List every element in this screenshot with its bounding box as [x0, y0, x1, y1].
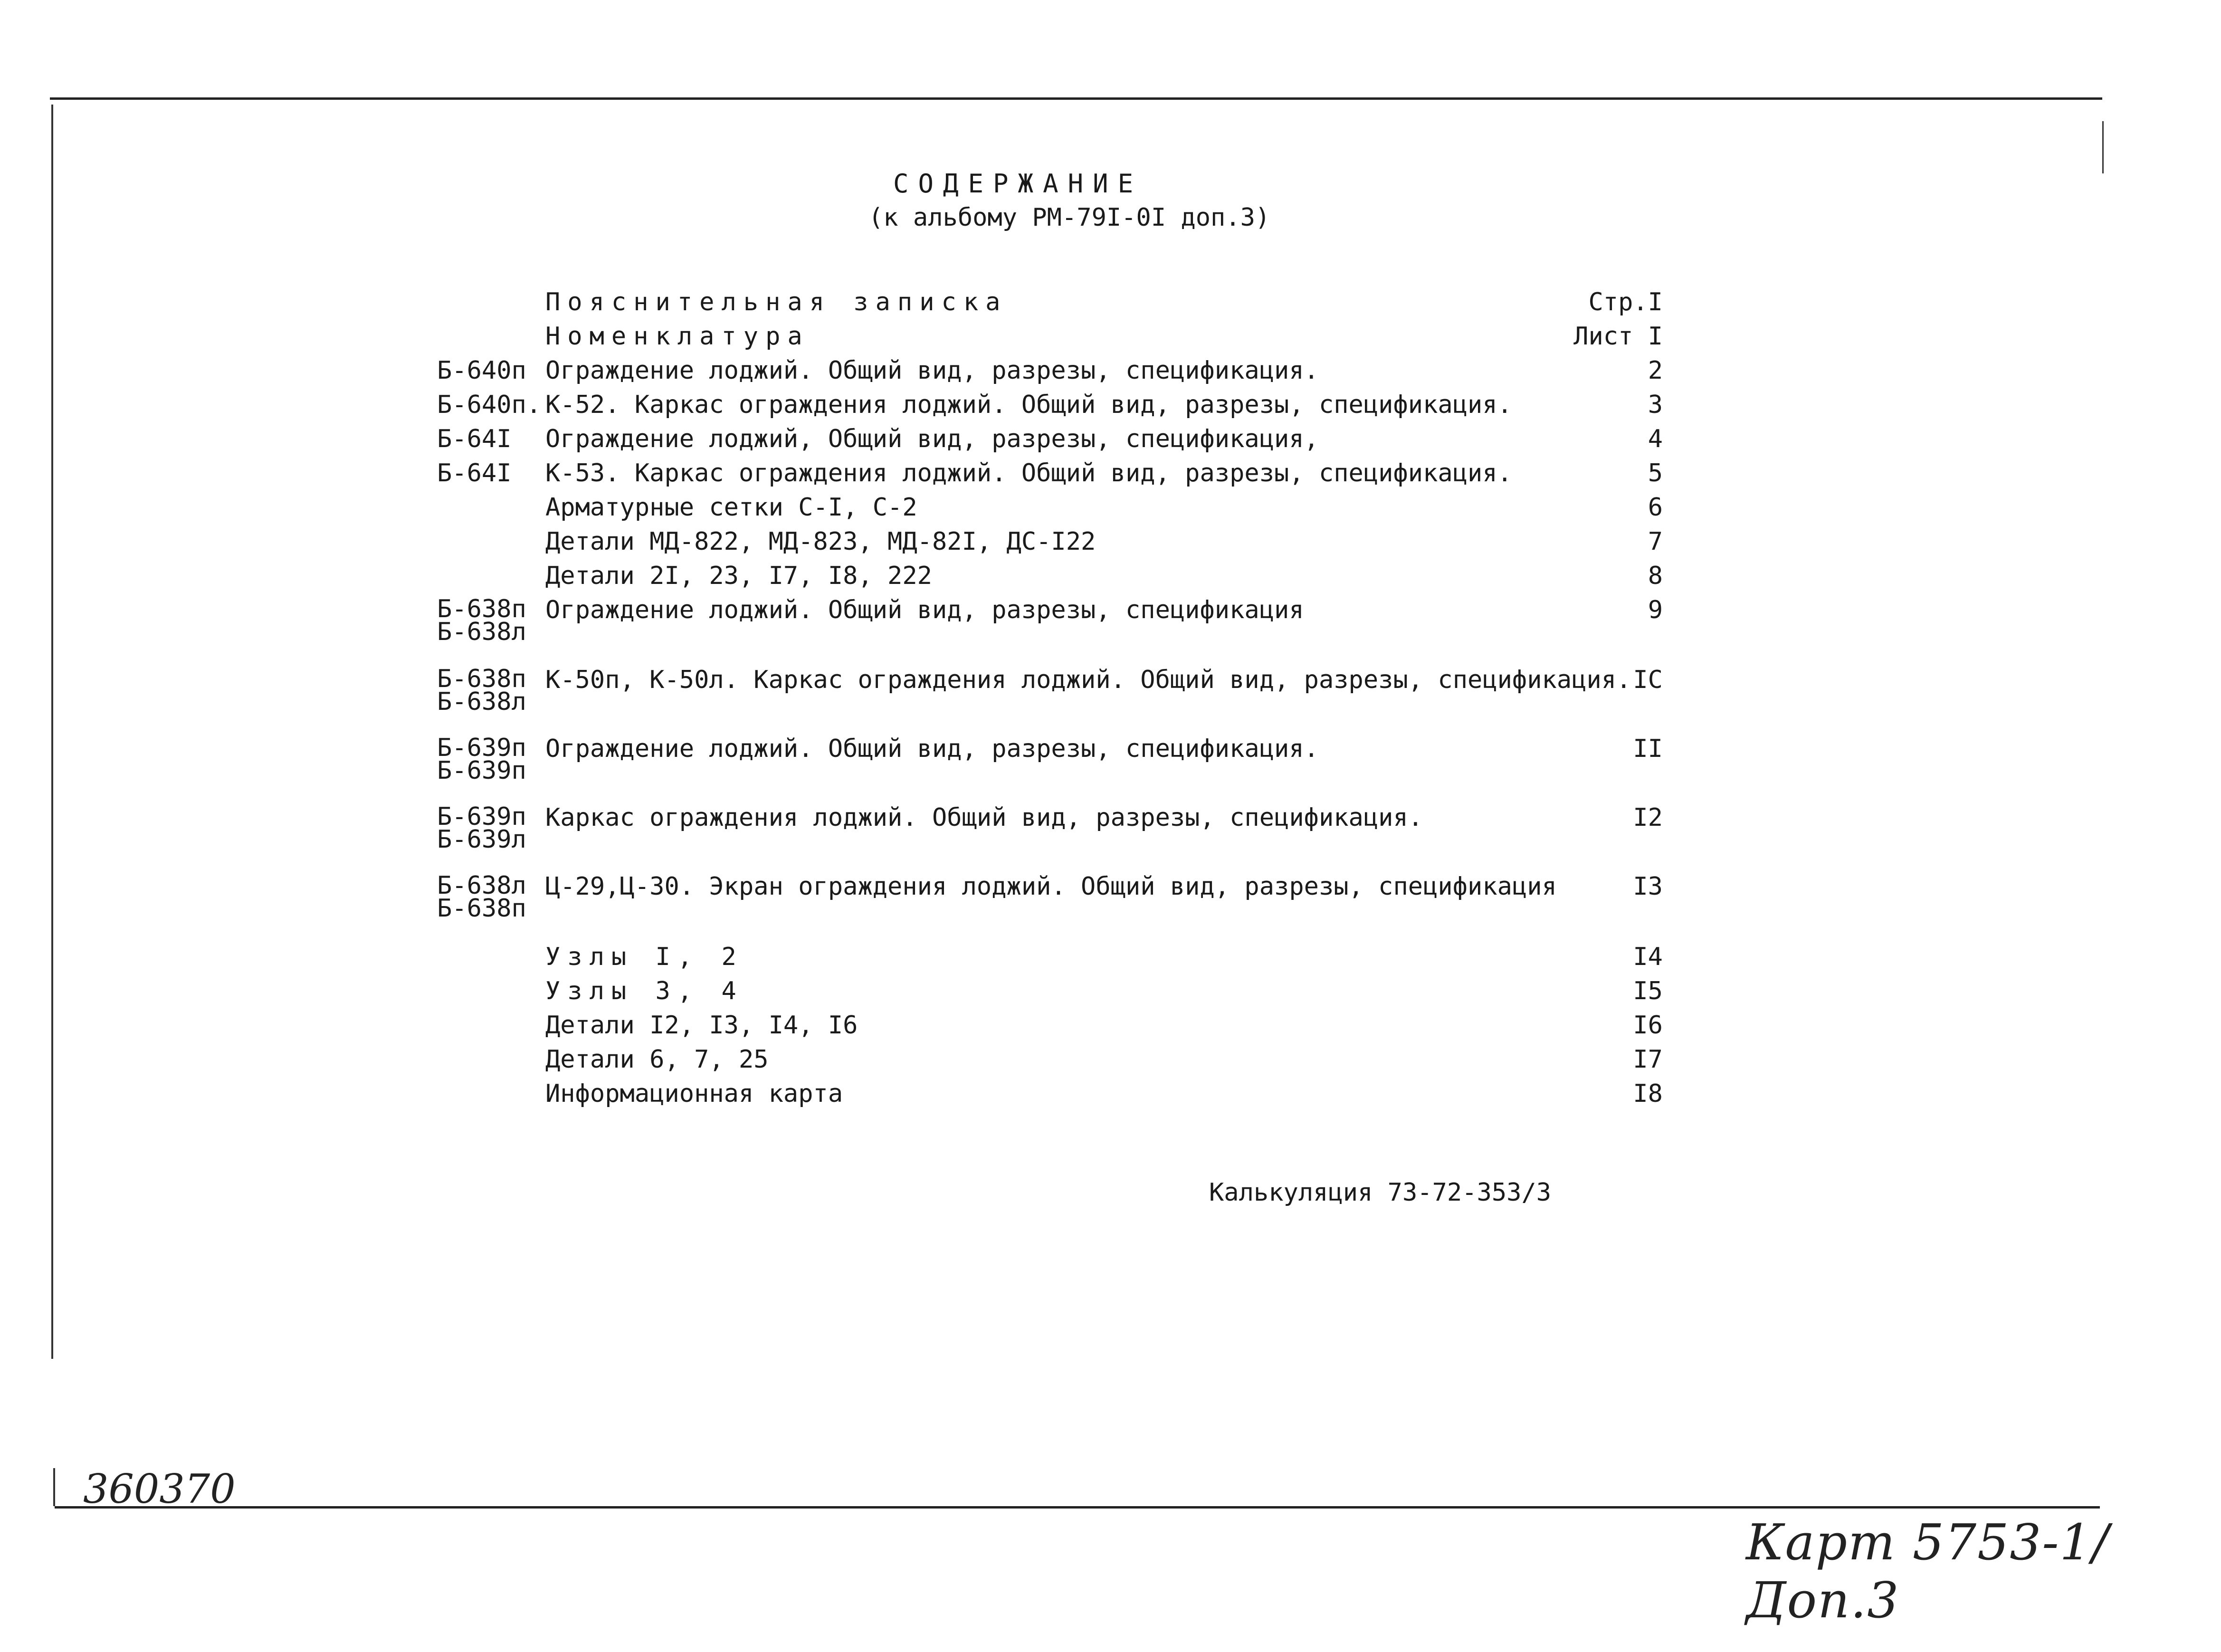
- sheet-code: Б-640п.: [437, 391, 542, 419]
- toc-page-number: 6: [1648, 493, 1663, 522]
- toc-page-number: I7: [1633, 1045, 1663, 1074]
- toc-page-number: I5: [1633, 977, 1663, 1005]
- sheet-code: Б-638л: [437, 688, 526, 716]
- toc-entry-title: Детали МД-822, МД-823, МД-82I, ДС-I22: [545, 527, 1096, 556]
- toc-page-number: IC: [1633, 666, 1663, 694]
- toc-page-number: 9: [1648, 596, 1663, 624]
- toc-codes: [437, 734, 546, 785]
- toc-codes: [437, 425, 546, 453]
- inventory-number: 360370: [83, 1466, 236, 1512]
- toc-codes: [437, 391, 546, 419]
- toc-entry-title: Ограждение лоджий. Общий вид, разрезы, спецификация: [545, 596, 1304, 624]
- document-subtitle: (к альбому РМ-79I-0I доп.3): [868, 203, 1270, 232]
- right-edge-mark: [2102, 121, 2104, 173]
- sheet-code: Б-638л: [437, 618, 526, 646]
- left-border-line: [51, 105, 53, 1359]
- toc-page-number: 4: [1648, 425, 1663, 453]
- toc-page-number: 3: [1648, 391, 1663, 419]
- document-title: СОДЕРЖАНИЕ: [893, 169, 1143, 199]
- toc-page-number: 8: [1648, 562, 1663, 590]
- sheet-code: Б-64I: [437, 425, 512, 453]
- toc-entry-title: Арматурные сетки С-I, С-2: [545, 493, 917, 522]
- toc-page-number: Лист I: [1573, 322, 1663, 351]
- toc-entry-title: К-53. Каркас ограждения лоджий. Общий вид, разрезы, спецификация.: [545, 459, 1512, 487]
- toc-entry-title: Узлы I, 2: [545, 943, 744, 971]
- top-border-line: [50, 97, 2102, 100]
- bottom-border-line: [55, 1506, 2100, 1509]
- toc-entry-title: Номенклатура: [545, 322, 810, 351]
- sheet-code: Б-639л: [437, 825, 526, 854]
- toc-page-number: I6: [1633, 1011, 1663, 1040]
- handwritten-note: Карт 5753-1/Доп.3: [1746, 1513, 2110, 1629]
- toc-codes: [437, 356, 546, 385]
- sheet-code: Б-64I: [437, 459, 512, 487]
- toc-page-number: Стр.I: [1588, 288, 1663, 316]
- toc-page-number: 2: [1648, 356, 1663, 385]
- sheet-code: Б-639п: [437, 802, 526, 831]
- sheet-code: Б-640п: [437, 356, 526, 385]
- toc-entry-title: К-52. Каркас ограждения лоджий. Общий вид, разрезы, спецификация.: [545, 391, 1512, 419]
- toc-entry-title: Ограждение лоджий. Общий вид, разрезы, спецификация.: [545, 735, 1319, 763]
- toc-entry-title: Ц-29,Ц-30. Экран ограждения лоджий. Общий вид, разрезы, спецификация: [545, 872, 1557, 901]
- sheet-code: Б-639п: [437, 756, 526, 785]
- toc-entry-title: Детали I2, I3, I4, I6: [545, 1011, 858, 1040]
- sheet-code: Б-638п: [437, 595, 526, 623]
- toc-page-number: 5: [1648, 459, 1663, 487]
- toc-entry-title: Пояснительная записка: [545, 288, 1008, 316]
- left-border-stub: [53, 1468, 55, 1506]
- toc-codes: [437, 459, 546, 487]
- toc-entry-title: К-50п, К-50л. Каркас ограждения лоджий. Общий вид, разрезы, спецификация.: [545, 666, 1631, 694]
- toc-entry-title: Ограждение лоджий. Общий вид, разрезы, спецификация.: [545, 356, 1319, 385]
- sheet-code: Б-638п: [437, 894, 526, 923]
- toc-codes: [437, 802, 546, 854]
- sheet-code: Б-638л: [437, 871, 526, 900]
- toc-entry-title: Информационная карта: [545, 1079, 843, 1108]
- toc-entry-title: Узлы 3, 4: [545, 977, 744, 1005]
- toc-page-number: 7: [1648, 527, 1663, 556]
- toc-page-number: I8: [1633, 1079, 1663, 1108]
- toc-codes: [437, 665, 546, 716]
- toc-page-number: I2: [1633, 803, 1663, 832]
- toc-codes: [437, 595, 546, 646]
- toc-page-number: I4: [1633, 943, 1663, 971]
- calculation-reference: Калькуляция 73-72-353/3: [1209, 1178, 1552, 1207]
- toc-entry-title: Ограждение лоджий, Общий вид, разрезы, спецификация,: [545, 425, 1319, 453]
- toc-codes: [437, 871, 546, 923]
- toc-page-number: I3: [1633, 872, 1663, 901]
- toc-page-number: II: [1633, 735, 1663, 763]
- toc-entry-title: Каркас ограждения лоджий. Общий вид, разрезы, спецификация.: [545, 803, 1423, 832]
- sheet-code: Б-638п: [437, 665, 526, 693]
- toc-entry-title: Детали 2I, 23, I7, I8, 222: [545, 562, 932, 590]
- toc-entry-title: Детали 6, 7, 25: [545, 1045, 769, 1074]
- sheet-code: Б-639п: [437, 734, 526, 762]
